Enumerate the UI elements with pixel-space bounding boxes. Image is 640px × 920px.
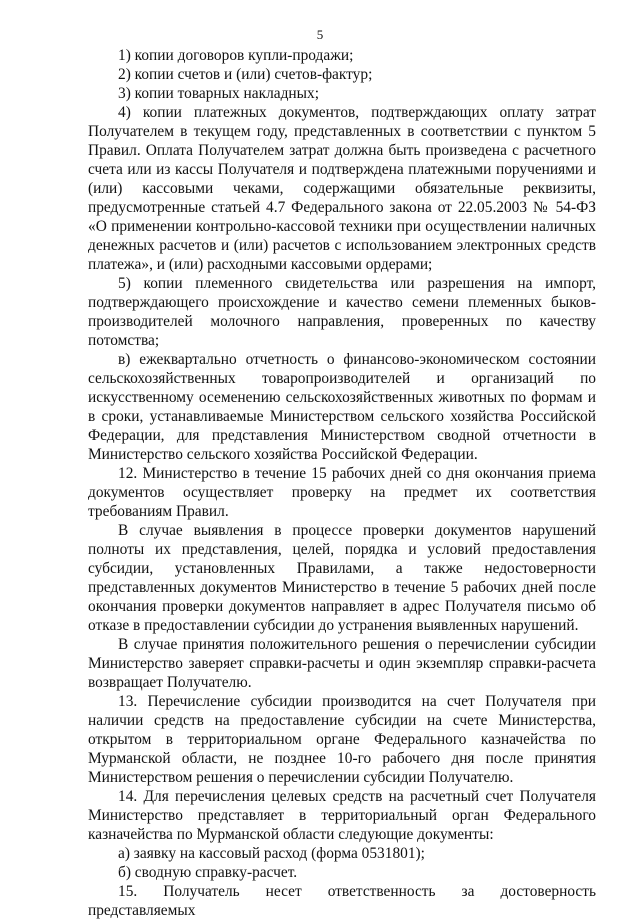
paragraph-12-positive: В случае принятия положительного решения о перечислении субсидии Министерство заверяет справки-расчеты и один экземпляр справки-расчета возвращает Получателю. bbox=[88, 636, 596, 691]
paragraph-14-b: б) сводную справку-расчет. bbox=[118, 864, 298, 881]
paragraph-12-violations: В случае выявления в процессе проверки документов нарушений полноты их представления, целей, порядка и условий предоставления субсидии, установленных Правилами, а также недостоверности представленных документов Министерство в течение 5 рабочих дней после окончания проверки документов направляет в адрес Получателя письмо об отказе в предоставлении субсидии до устранения выявленных нарушений. bbox=[88, 522, 596, 634]
paragraph-4: 4) копии платежных документов, подтверждающих оплату затрат Получателем в текущем году, представленных в соответствии с пунктом 5 Правил. Оплата Получателем затрат должна быть произведена с расчетного счета или из кассы Получателя и подтверждена платежными поручениями и (или) кассовыми чеками, содержащими обязательные реквизиты, предусмотренные статьей 4.7 Федерального закона от 22.05.2003 № 54-ФЗ «О применении контрольно-кассовой техники при осуществлении наличных денежных расчетов и (или) расчетов с использованием электронных средств платежа», и (или) расходными кассовыми ордерами; bbox=[88, 104, 596, 273]
document-body bbox=[88, 46, 596, 920]
paragraph-15: 15. Получатель несет ответственность за достоверность представляемых bbox=[88, 883, 596, 919]
paragraph-14-a: а) заявку на кассовый расход (форма 0531801); bbox=[118, 845, 425, 862]
page-number: 5 bbox=[316, 27, 324, 42]
paragraph-1: 1) копии договоров купли-продажи; bbox=[118, 47, 354, 64]
paragraph-14: 14. Для перечисления целевых средств на расчетный счет Получателя Министерство представляет в территориальный орган Федерального казначейства по Мурманской области следующие документы: bbox=[88, 788, 596, 843]
paragraph-3: 3) копии товарных накладных; bbox=[118, 85, 319, 102]
paragraph-5: 5) копии племенного свидетельства или разрешения на импорт, подтверждающего происхождение и качество семени племенных быков-производителей молочного направления, проверенных по качеству потомства; bbox=[88, 275, 596, 349]
paragraph-2: 2) копии счетов и (или) счетов-фактур; bbox=[118, 66, 373, 83]
paragraph-v: в) ежеквартально отчетность о финансово-экономическом состоянии сельскохозяйственных товаропроизводителей и организаций по искусственному осеменению сельскохозяйственных животных по формам и в сроки, устанавливаемые Министерством сельского хозяйства Российской Федерации, для представления Министерством сводной отчетности в Министерство сельского хозяйства Российской Федерации. bbox=[88, 351, 596, 463]
paragraph-12: 12. Министерство в течение 15 рабочих дней со дня окончания приема документов осуществляет проверку на предмет их соответствия требованиям Правил. bbox=[88, 465, 596, 520]
paragraph-13: 13. Перечисление субсидии производится на счет Получателя при наличии средств на предоставление субсидии на счете Министерства, открытом в территориальном органе Федерального казначейства по Мурманской области, не позднее 10-го рабочего дня после принятия Министерством решения о перечислении субсидии Получателю. bbox=[88, 693, 596, 786]
